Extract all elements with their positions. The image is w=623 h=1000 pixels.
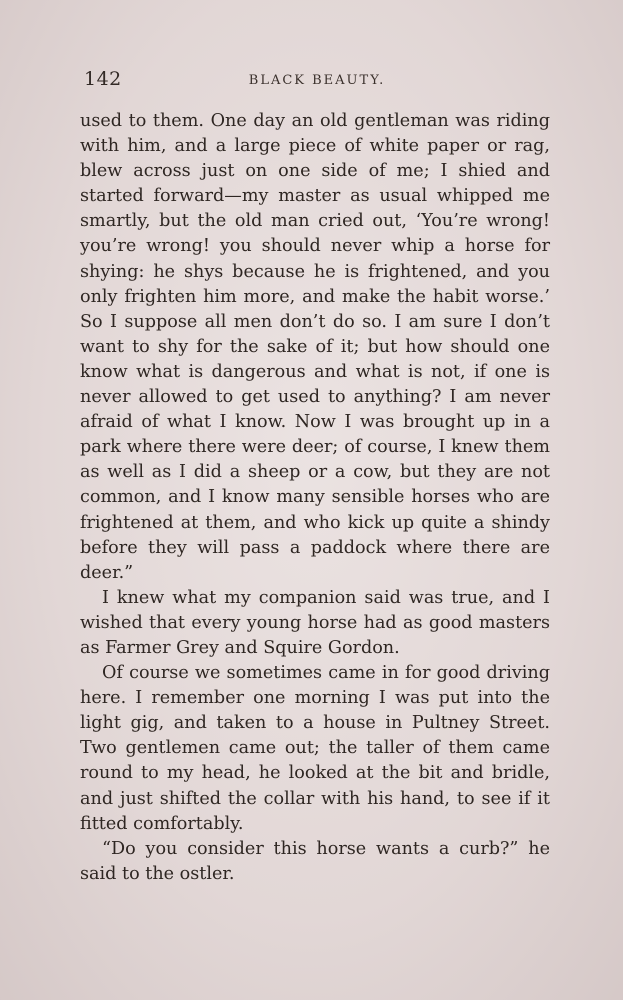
text-line: round to my head, he looked at the bit and bridle, bbox=[80, 763, 550, 784]
text-line: said to the ostler. bbox=[80, 863, 235, 884]
text-line: before they will pass a paddock where there are bbox=[80, 537, 550, 558]
page-header bbox=[84, 68, 550, 96]
text-line: park where there were deer; of course, I knew them bbox=[80, 437, 550, 458]
text-line: “Do you consider this horse wants a curb?” he bbox=[102, 838, 550, 859]
text-line: smartly, but the old man cried out, ‘You’re wrong! bbox=[80, 211, 550, 232]
text-line: you’re wrong! you should never whip a horse for bbox=[80, 236, 550, 257]
text-line: afraid of what I know. Now I was brought up in a bbox=[80, 412, 550, 433]
text-line: only frighten him more, and make the habit worse.’ bbox=[80, 286, 550, 307]
text-line: as well as I did a sheep or a cow, but they are not bbox=[80, 462, 550, 483]
text-line: fitted comfortably. bbox=[80, 813, 244, 834]
text-line: shying: he shys because he is frightened, and you bbox=[80, 261, 550, 282]
text-line: here. I remember one morning I was put into the bbox=[80, 688, 550, 709]
text-line: used to them. One day an old gentleman was riding bbox=[80, 111, 550, 131]
text-line: blew across just on one side of me; I shied and bbox=[80, 161, 550, 182]
text-line: know what is dangerous and what is not, if one is bbox=[80, 361, 550, 382]
text-line: I knew what my companion said was true, and I bbox=[102, 587, 550, 608]
text-line: never allowed to get used to anything? I am never bbox=[80, 387, 550, 408]
page-number: 142 bbox=[84, 68, 122, 90]
text-line: common, and I know many sensible horses who are bbox=[80, 487, 550, 508]
text-line: light gig, and taken to a house in Pultney Street. bbox=[80, 713, 550, 734]
text-line: wished that every young horse had as good masters bbox=[80, 612, 550, 633]
text-line: started forward—my master as usual whipped me bbox=[80, 186, 550, 207]
text-line: Two gentlemen came out; the taller of them came bbox=[80, 738, 550, 759]
text-line: Of course we sometimes came in for good driving bbox=[102, 663, 550, 684]
running-head: BLACK BEAUTY. bbox=[248, 73, 386, 88]
text-line: frightened at them, and who kick up quite a shindy bbox=[80, 512, 550, 533]
body-text bbox=[80, 109, 550, 887]
text-line: as Farmer Grey and Squire Gordon. bbox=[80, 637, 400, 658]
text-line: want to shy for the sake of it; but how should one bbox=[80, 336, 550, 357]
text-line: and just shifted the collar with his hand, to see if it bbox=[80, 788, 550, 809]
text-line: deer.” bbox=[80, 562, 134, 583]
text-line: with him, and a large piece of white paper or rag, bbox=[80, 136, 550, 157]
text-line: So I suppose all men don’t do so. I am sure I don’t bbox=[80, 311, 550, 332]
